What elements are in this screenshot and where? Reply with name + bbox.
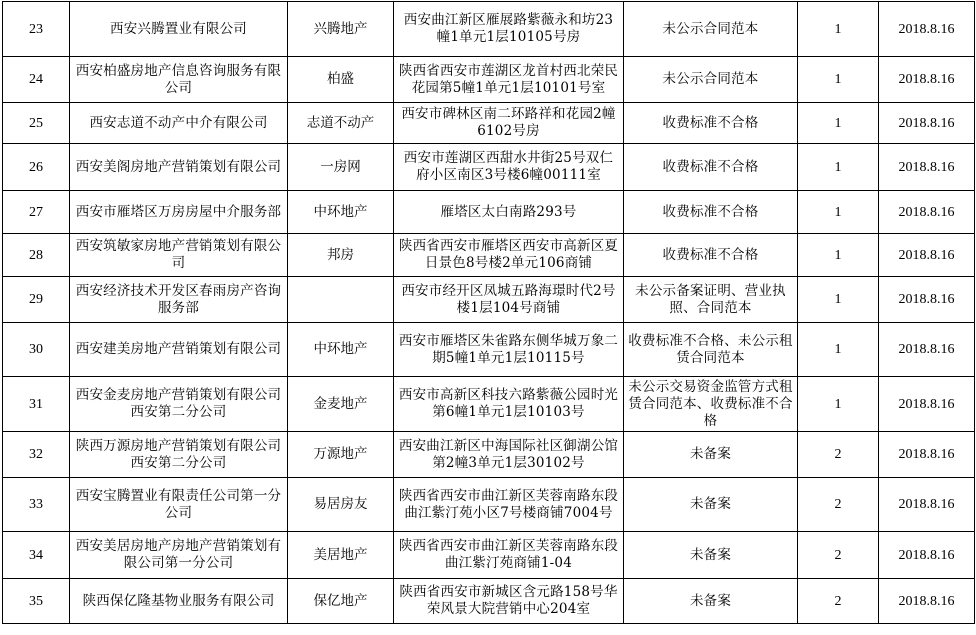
- count-value: 2: [798, 532, 879, 579]
- row-number: 25: [3, 103, 70, 144]
- date-value: 2018.8.16: [879, 532, 975, 579]
- company-name: 西安金麦房地产营销策划有限公司西安第二分公司: [70, 377, 288, 432]
- brand-name: 志道不动产: [288, 103, 394, 144]
- business-address: 陕西省西安市莲湖区龙首村西北荣民花园第5幢1单元1层10101号室: [394, 57, 624, 103]
- brand-name: 易居房友: [288, 478, 394, 532]
- table-row: [3, 103, 975, 144]
- company-name: 陕西保亿隆基物业服务有限公司: [70, 579, 288, 624]
- business-address: 西安市碑林区南二环路祥和花园2幢6102号房: [394, 103, 624, 144]
- problem-description: 未公示合同范本: [624, 57, 798, 103]
- count-value: 1: [798, 2, 879, 57]
- date-value: 2018.8.16: [879, 432, 975, 478]
- row-number: 24: [3, 57, 70, 103]
- company-name: 西安美居房地产房地产营销策划有限公司第一分公司: [70, 532, 288, 579]
- brand-name: 柏盛: [288, 57, 394, 103]
- business-address: 雁塔区太白南路293号: [394, 191, 624, 234]
- table-row: [3, 579, 975, 624]
- row-number: 32: [3, 432, 70, 478]
- table-row: [3, 191, 975, 234]
- date-value: 2018.8.16: [879, 377, 975, 432]
- company-name: 西安志道不动产中介有限公司: [70, 103, 288, 144]
- business-address: 西安曲江新区中海国际社区御湖公馆第2幢3单元1层30102号: [394, 432, 624, 478]
- brand-name: 金麦地产: [288, 377, 394, 432]
- table-row: [3, 478, 975, 532]
- brand-name: 保亿地产: [288, 579, 394, 624]
- business-address: 陕西省西安市雁塔区西安市高新区夏日景色8号楼2单元106商铺: [394, 234, 624, 277]
- count-value: 2: [798, 579, 879, 624]
- count-value: 2: [798, 478, 879, 532]
- problem-description: 收费标准不合格: [624, 234, 798, 277]
- table-row: [3, 532, 975, 579]
- company-name: 西安市雁塔区万房房屋中介服务部: [70, 191, 288, 234]
- row-number: 28: [3, 234, 70, 277]
- brand-name: 中环地产: [288, 323, 394, 377]
- row-number: 30: [3, 323, 70, 377]
- date-value: 2018.8.16: [879, 323, 975, 377]
- company-name: 西安美阁房地产营销策划有限公司: [70, 144, 288, 191]
- company-name: 陕西万源房地产营销策划有限公司西安第二分公司: [70, 432, 288, 478]
- table-row: [3, 2, 975, 57]
- table-row: [3, 234, 975, 277]
- problem-description: 收费标准不合格: [624, 191, 798, 234]
- problem-description: 收费标准不合格: [624, 144, 798, 191]
- problem-description: 未公示交易资金监管方式租赁合同范本、收费标准不合格: [624, 377, 798, 432]
- violations-table: [2, 1, 975, 624]
- table-row: [3, 323, 975, 377]
- date-value: 2018.8.16: [879, 277, 975, 323]
- count-value: 1: [798, 103, 879, 144]
- count-value: 1: [798, 191, 879, 234]
- table-row: [3, 277, 975, 323]
- row-number: 29: [3, 277, 70, 323]
- brand-name: 美居地产: [288, 532, 394, 579]
- brand-name: 万源地产: [288, 432, 394, 478]
- company-name: 西安柏盛房地产信息咨询服务有限公司: [70, 57, 288, 103]
- count-value: 1: [798, 323, 879, 377]
- row-number: 26: [3, 144, 70, 191]
- date-value: 2018.8.16: [879, 191, 975, 234]
- row-number: 34: [3, 532, 70, 579]
- count-value: 1: [798, 277, 879, 323]
- brand-name: 一房网: [288, 144, 394, 191]
- business-address: 陕西省西安市曲江新区芙蓉南路东段曲江紫汀苑商铺1-04: [394, 532, 624, 579]
- date-value: 2018.8.16: [879, 57, 975, 103]
- brand-name: 中环地产: [288, 191, 394, 234]
- count-value: 2: [798, 432, 879, 478]
- business-address: 西安曲江新区雁展路紫薇永和坊23幢1单元1层10105号房: [394, 2, 624, 57]
- count-value: 1: [798, 57, 879, 103]
- row-number: 27: [3, 191, 70, 234]
- business-address: 陕西省西安市曲江新区芙蓉南路东段曲江紫汀苑小区7号楼商铺7004号: [394, 478, 624, 532]
- table-row: [3, 432, 975, 478]
- date-value: 2018.8.16: [879, 579, 975, 624]
- brand-name: [288, 277, 394, 323]
- row-number: 31: [3, 377, 70, 432]
- business-address: 西安市雁塔区朱雀路东侧华城万象二期5幢1单元1层10115号: [394, 323, 624, 377]
- date-value: 2018.8.16: [879, 103, 975, 144]
- table-row: [3, 57, 975, 103]
- problem-description: 未备案: [624, 432, 798, 478]
- problem-description: 未公示合同范本: [624, 2, 798, 57]
- problem-description: 收费标准不合格、未公示租赁合同范本: [624, 323, 798, 377]
- count-value: 1: [798, 144, 879, 191]
- business-address: 陕西省西安市新城区含元路158号华荣风景大院营销中心204室: [394, 579, 624, 624]
- row-number: 35: [3, 579, 70, 624]
- company-name: 西安宝腾置业有限责任公司第一分公司: [70, 478, 288, 532]
- business-address: 西安市高新区科技六路紫薇公园时光第6幢1单元1层10103号: [394, 377, 624, 432]
- date-value: 2018.8.16: [879, 478, 975, 532]
- date-value: 2018.8.16: [879, 234, 975, 277]
- table-row: [3, 144, 975, 191]
- count-value: 1: [798, 377, 879, 432]
- date-value: 2018.8.16: [879, 2, 975, 57]
- business-address: 西安市莲湖区西甜水井街25号双仁府小区南区3号楼6幢00111室: [394, 144, 624, 191]
- company-name: 西安筑敏家房地产营销策划有限公司: [70, 234, 288, 277]
- company-name: 西安经济技术开发区春雨房产咨询服务部: [70, 277, 288, 323]
- problem-description: 未备案: [624, 532, 798, 579]
- count-value: 1: [798, 234, 879, 277]
- table-row: [3, 377, 975, 432]
- business-address: 西安市经开区凤城五路海璟时代2号楼1层104号商铺: [394, 277, 624, 323]
- company-name: 西安建美房地产营销策划有限公司: [70, 323, 288, 377]
- row-number: 33: [3, 478, 70, 532]
- brand-name: 邦房: [288, 234, 394, 277]
- row-number: 23: [3, 2, 70, 57]
- date-value: 2018.8.16: [879, 144, 975, 191]
- problem-description: 未备案: [624, 579, 798, 624]
- company-name: 西安兴腾置业有限公司: [70, 2, 288, 57]
- problem-description: 收费标准不合格: [624, 103, 798, 144]
- problem-description: 未公示备案证明、营业执照、合同范本: [624, 277, 798, 323]
- problem-description: 未备案: [624, 478, 798, 532]
- brand-name: 兴腾地产: [288, 2, 394, 57]
